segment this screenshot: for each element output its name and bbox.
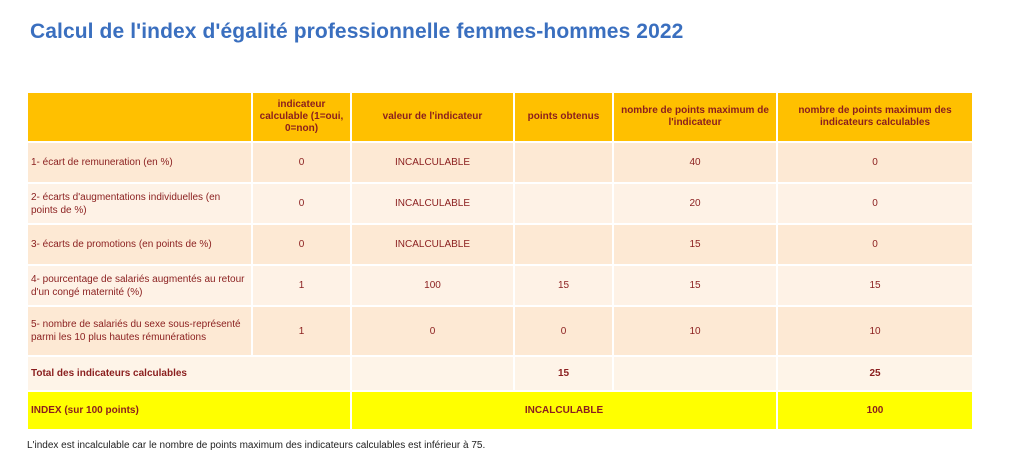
row-label: 5- nombre de salariés du sexe sous-représenté parmi les 10 plus hautes rémunérations	[27, 306, 252, 356]
row-label: 1- écart de remuneration (en %)	[27, 142, 252, 183]
row-label: 4- pourcentage de salariés augmentés au retour d'un congé maternité (%)	[27, 265, 252, 306]
row-max-points: 15	[613, 265, 777, 306]
index-max-calc: 100	[777, 391, 973, 430]
row-points: 15	[514, 265, 613, 306]
header-label	[27, 92, 252, 142]
table-row	[27, 183, 973, 224]
row-calculable: 1	[252, 306, 351, 356]
row-max-points: 10	[613, 306, 777, 356]
row-points: 0	[514, 306, 613, 356]
total-points: 15	[514, 356, 613, 391]
row-max-points: 40	[613, 142, 777, 183]
table-row	[27, 306, 973, 356]
row-label: 2- écarts d'augmentations individuelles (en points de %)	[27, 183, 252, 224]
row-max-calc: 10	[777, 306, 973, 356]
row-calculable: 0	[252, 224, 351, 265]
header-points: points obtenus	[514, 92, 613, 142]
total-row	[27, 356, 973, 391]
header-value: valeur de l'indicateur	[351, 92, 514, 142]
row-value: 100	[351, 265, 514, 306]
row-calculable: 1	[252, 265, 351, 306]
row-value: INCALCULABLE	[351, 183, 514, 224]
index-table	[26, 91, 974, 431]
row-label: 3- écarts de promotions (en points de %)	[27, 224, 252, 265]
page-title: Calcul de l'index d'égalité professionnelle femmes-hommes 2022	[30, 20, 684, 43]
row-max-points: 15	[613, 224, 777, 265]
index-label: INDEX (sur 100 points)	[27, 391, 351, 430]
row-value: 0	[351, 306, 514, 356]
header-row	[27, 92, 973, 142]
index-row	[27, 391, 973, 430]
row-max-calc: 15	[777, 265, 973, 306]
row-points	[514, 224, 613, 265]
table-row	[27, 265, 973, 306]
table-row	[27, 142, 973, 183]
row-max-calc: 0	[777, 224, 973, 265]
row-max-points: 20	[613, 183, 777, 224]
total-max-points-empty	[613, 356, 777, 391]
header-max-points: nombre de points maximum de l'indicateur	[613, 92, 777, 142]
row-points	[514, 183, 613, 224]
total-value-empty	[351, 356, 514, 391]
row-value: INCALCULABLE	[351, 142, 514, 183]
table-row	[27, 224, 973, 265]
total-label: Total des indicateurs calculables	[27, 356, 351, 391]
header-calculable: indicateur calculable (1=oui, 0=non)	[252, 92, 351, 142]
row-value: INCALCULABLE	[351, 224, 514, 265]
row-calculable: 0	[252, 183, 351, 224]
row-max-calc: 0	[777, 183, 973, 224]
total-max-calc: 25	[777, 356, 973, 391]
footnote: L'index est incalculable car le nombre de points maximum des indicateurs calculables est inférieur à 75.	[27, 440, 486, 451]
row-max-calc: 0	[777, 142, 973, 183]
header-max-calc: nombre de points maximum des indicateurs calculables	[777, 92, 973, 142]
row-calculable: 0	[252, 142, 351, 183]
row-points	[514, 142, 613, 183]
index-value: INCALCULABLE	[351, 391, 777, 430]
